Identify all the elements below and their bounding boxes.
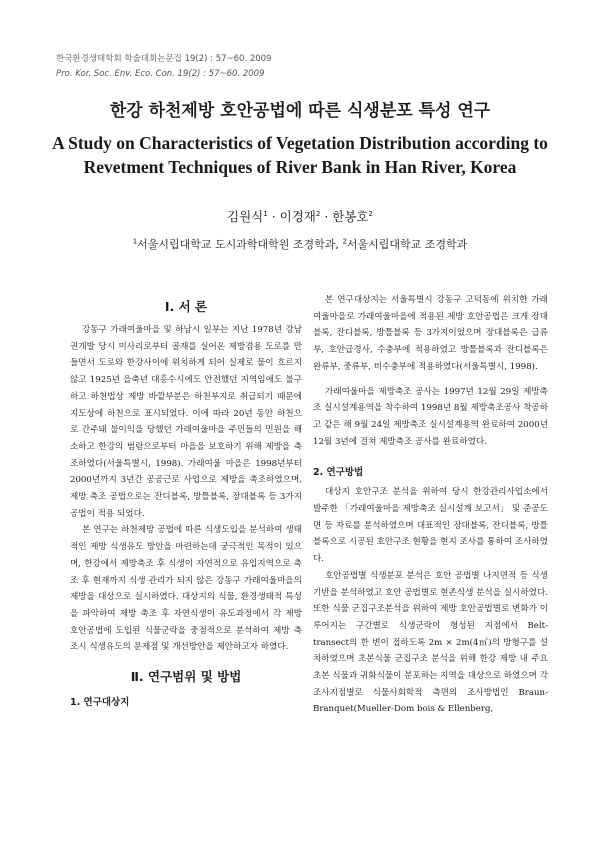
journal-citation-ko: 한국환경생태학회 학술대회논문집 19(2) : 57~60. 2009	[56, 54, 272, 64]
subsection-heading-study-site: 1. 연구대상지	[70, 697, 130, 709]
title-korean: 한강 하천제방 호안공법에 따른 식생분포 특성 연구	[109, 101, 491, 121]
author-separator: ·	[320, 209, 333, 224]
affiliations	[0, 236, 600, 252]
author-name: 한봉호	[332, 209, 369, 224]
author-name: 이경재	[279, 209, 316, 224]
journal-citation-en: Pro. Kor. Soc. Env. Eco. Con. 19(2) : 57~60. 2009	[56, 69, 265, 79]
body-paragraph: 본 연구대상지는 서울특별시 강동구 고덕동에 위치한 가래여울마을로 가래여울마을에 적용된 제방 호안공법은 크게 장대블록, 잔디블록, 방틀블록 등 3가지이었으며 장대블록은 급류부, 호안급경사, 수충부에 적용하였고 방틀블록과 잔디블록은 완류부, 중류부, 비수충부에 적용하였다(서울특별시, 1998).	[313, 295, 548, 372]
author-affil-mark: 2	[315, 209, 321, 218]
affiliation-text: 서울시립대학교 조경학과	[346, 238, 468, 251]
title-english: A Study on Characteristics of Vegetation Distribution according to Revetment Techniques of River Bank in Han River, Korea	[52, 133, 548, 177]
body-paragraph: 본 연구는 하천제방 공법에 따른 식생도입을 분석하여 생태적인 제방 식생유도 방안을 마련하는데 궁극적인 목적이 있으며, 한강에서 제방축조 후 식생이 자연적으로 유입지역으로 축조 후 현재까지 식생 관리가 되지 않은 강동구 가래여울마을의 제방을 대상으로 실시하였다. 대상지의 식물, 환경생태적 특성을 파악하여 제방 축조 후 자연식생이 유도과정에서 각 제방 호안공법에 도입된 식물군락을 중점적으로 분석하여 제방 축조시 식생유도의 문제점 및 개선방안을 제안하고자 하였다.	[70, 525, 302, 653]
author-name: 김원식	[227, 209, 264, 224]
author-list	[0, 207, 600, 225]
left-column	[70, 292, 302, 714]
affil-mark: 2	[342, 237, 347, 246]
section-heading-introduction: Ⅰ. 서 론	[164, 299, 208, 314]
section-heading-methods: Ⅱ. 연구범위 및 방법	[130, 669, 242, 685]
author-affil-mark: 1	[263, 209, 268, 218]
author-affil-mark: 2	[368, 209, 373, 218]
affil-mark: 1	[132, 237, 138, 246]
body-paragraph: 호안공법별 식생분포 분석은 호안 공법별 나지면적 등 식생기반을 분석하였고 호안 공법별로 현존식생 분석을 실시하였다. 또한 식물 군집구조분석을 위하여 제방 호안공법별로 변화가 이루어지는 구간별로 식생군락이 형성된 지점에서 Belt-transect의 한 변이 접하도록 2m × 2m(4㎡)의 방형구를 설치하였으며 초본식물 군집구조 분석을 위해 한강 제방 내 주요 초본 식물과 귀화식물이 분포하는 지역을 대상으로 하였으며 각 조사지점별로 식물사회학적 측면의 조사방법인 Braun-Branquet(Mueller-Dom bois & Ellenberg,	[313, 570, 548, 715]
right-column	[313, 292, 548, 718]
body-paragraph: 가래여울마을 제방축조 공사는 1997년 12월 29일 제방축조 실시설계용역을 착수하여 1998년 8월 제방축조공사 착공하고 같은 해 9월 24일 제방축조 실시설계용역 완료하여 2000년 12월 3년에 걸쳐 제방축조 공사를 완료하였다.	[313, 386, 548, 447]
body-paragraph: 대상지 호안구조 분석을 위하여 당시 한강관리사업소에서 발주한 「가래여울마을 제방축조 실시설계 보고서」 및 준공도면 등 자료를 분석하였으며 대표적인 장대블록, 잔디블록, 방틀블록으로 시공된 호안구조 현황을 현지 조사를 통하여 조사하였다.	[313, 487, 548, 565]
affiliation-text: 서울시립대학교 도시과학대학원 조경학과,	[137, 238, 343, 251]
body-paragraph: 강동구 가래여울마을 및 하남시 일부는 지난 1978년 강남권개발 당시 미사리로부터 골재를 실어온 제방겸용 도로를 만들면서 도로와 한강사이에 위치하게 되어 실제로 물이 흐르지 않고 1925년 을축년 대홍수시에도 안전했던 지역임에도 불구하고 하천법상 제방 바깥부분은 하천부지로 취급되기 때문에 지도상에 하천으로 표시되었다. 이에 따라 20년 동안 하천으로 간주돼 불이익을 당했던 가래여울마을 주민들의 민원을 해소하고 한강의 범람으로부터 마을을 보호하기 위해 제방을 축조하였다(서울특별시, 1998). 가래여울 마을은 1998년부터 2000년까지 3년간 공공근로 사업으로 제방을 축조하였으며, 제방 축조 공법으로는 잔디블록, 방틀블록, 장대블록 등 3가지 공법이 적용 되었다.	[70, 325, 302, 519]
author-separator: ·	[267, 209, 280, 224]
paragraph-gap	[313, 376, 548, 384]
journal-header	[56, 52, 271, 82]
subsection-heading-methods: 2. 연구방법	[313, 467, 364, 479]
